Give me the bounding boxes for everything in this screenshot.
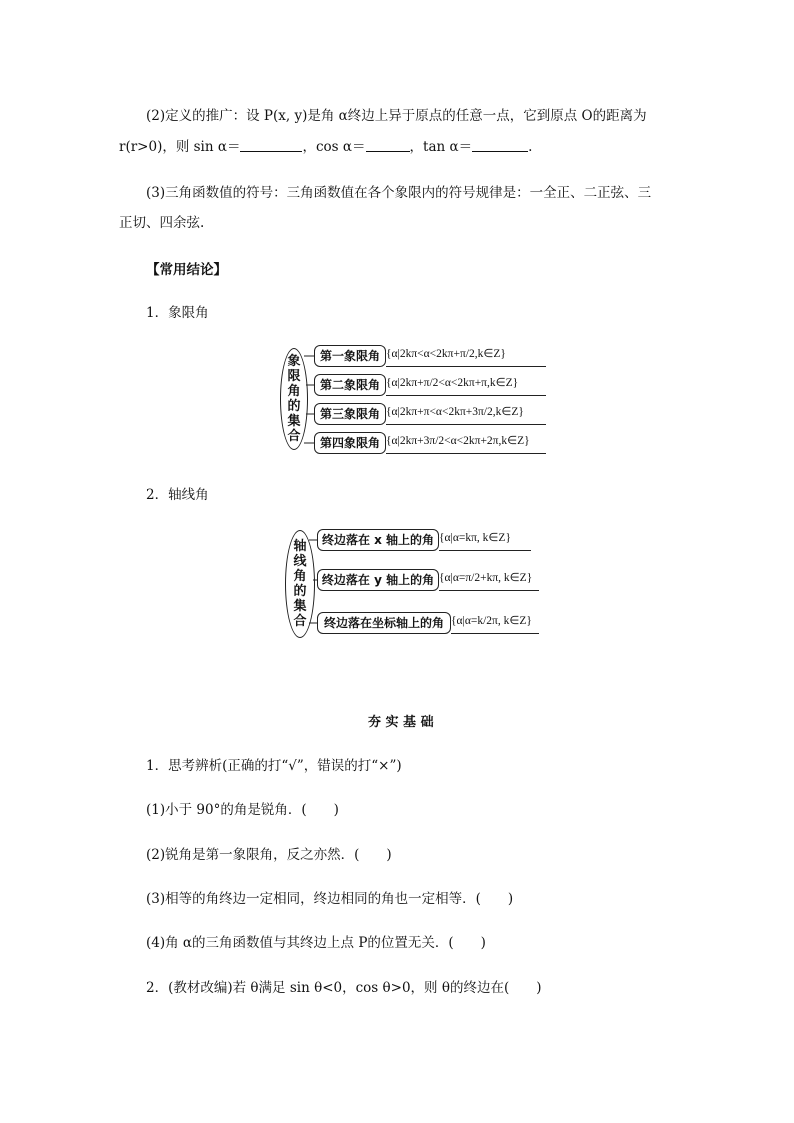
y-axis-set: {α|α=π/2+kπ, k∈Z} — [439, 567, 539, 589]
definition-line-1: (2)定义的推广：设 P(x, y)是角 α终边上异于原点的任意一点，它到原点 O的距离为 — [146, 108, 647, 124]
axis-oval: 轴 线 角 的 集 合 — [285, 530, 315, 638]
common-conclusions-heading: 【常用结论】 — [146, 262, 227, 278]
quadrant-4-set: {α|2kπ+3π/2<α<2kπ+2π,k∈Z} — [386, 430, 546, 452]
tan-label: ，tan α＝ — [409, 139, 473, 155]
quadrant-3-set: {α|2kπ+π<α<2kπ+3π/2,k∈Z} — [386, 401, 546, 423]
question-1-2: (2)锐角是第一象限角，反之亦然．( ) — [146, 847, 392, 863]
tan-blank[interactable] — [472, 139, 528, 152]
question-1-1: (1)小于 90°的角是锐角．( ) — [146, 802, 339, 818]
axis-angle-diagram — [283, 524, 543, 640]
quadrant-2-box: 第二象限角 — [314, 374, 386, 396]
cos-blank[interactable] — [366, 139, 410, 152]
quadrant-3-box: 第三象限角 — [314, 403, 386, 425]
question-2: 2．(教材改编)若 θ满足 sin θ<0，cos θ>0，则 θ的终边在( ) — [146, 980, 542, 996]
definition-line-2 — [119, 135, 532, 155]
definition-suffix: . — [528, 139, 533, 155]
question-1-4: (4)角 α的三角函数值与其终边上点 P的位置无关．( ) — [146, 935, 486, 951]
quadrant-angle-diagram — [276, 338, 548, 458]
coordinate-axis-box: 终边落在坐标轴上的角 — [317, 612, 451, 634]
quadrant-1-box: 第一象限角 — [314, 345, 386, 367]
quadrant-angle-title: 1．象限角 — [146, 305, 209, 321]
coordinate-axis-set: {α|α=k/2π, k∈Z} — [451, 610, 539, 632]
sign-rule-line-2: 正切、四余弦. — [119, 215, 205, 231]
quadrant-oval: 象 限 角 的 集 合 — [280, 348, 308, 450]
y-axis-box: 终边落在 y 轴上的角 — [317, 569, 439, 591]
quadrant-4-box: 第四象限角 — [314, 432, 386, 454]
x-axis-box: 终边落在 x 轴上的角 — [317, 529, 439, 551]
x-axis-set: {α|α=kπ, k∈Z} — [439, 527, 531, 549]
axis-angle-title: 2．轴线角 — [146, 487, 209, 503]
cos-label: ，cos α＝ — [302, 139, 366, 155]
sign-rule-line-1: (3)三角函数值的符号：三角函数值在各个象限内的符号规律是：一全正、二正弦、三 — [146, 185, 652, 201]
practice-heading: 夯 实 基 础 — [368, 715, 434, 730]
question-1-3: (3)相等的角终边一定相同，终边相同的角也一定相等．( ) — [146, 891, 514, 907]
quadrant-2-set: {α|2kπ+π/2<α<2kπ+π,k∈Z} — [386, 372, 546, 394]
sin-blank[interactable] — [240, 139, 302, 152]
quadrant-1-set: {α|2kπ<α<2kπ+π/2,k∈Z} — [386, 343, 546, 365]
question-1: 1．思考辨析(正确的打“√”，错误的打“×”) — [146, 758, 402, 774]
definition-r-prefix: r(r>0)，则 sin α＝ — [119, 139, 241, 155]
